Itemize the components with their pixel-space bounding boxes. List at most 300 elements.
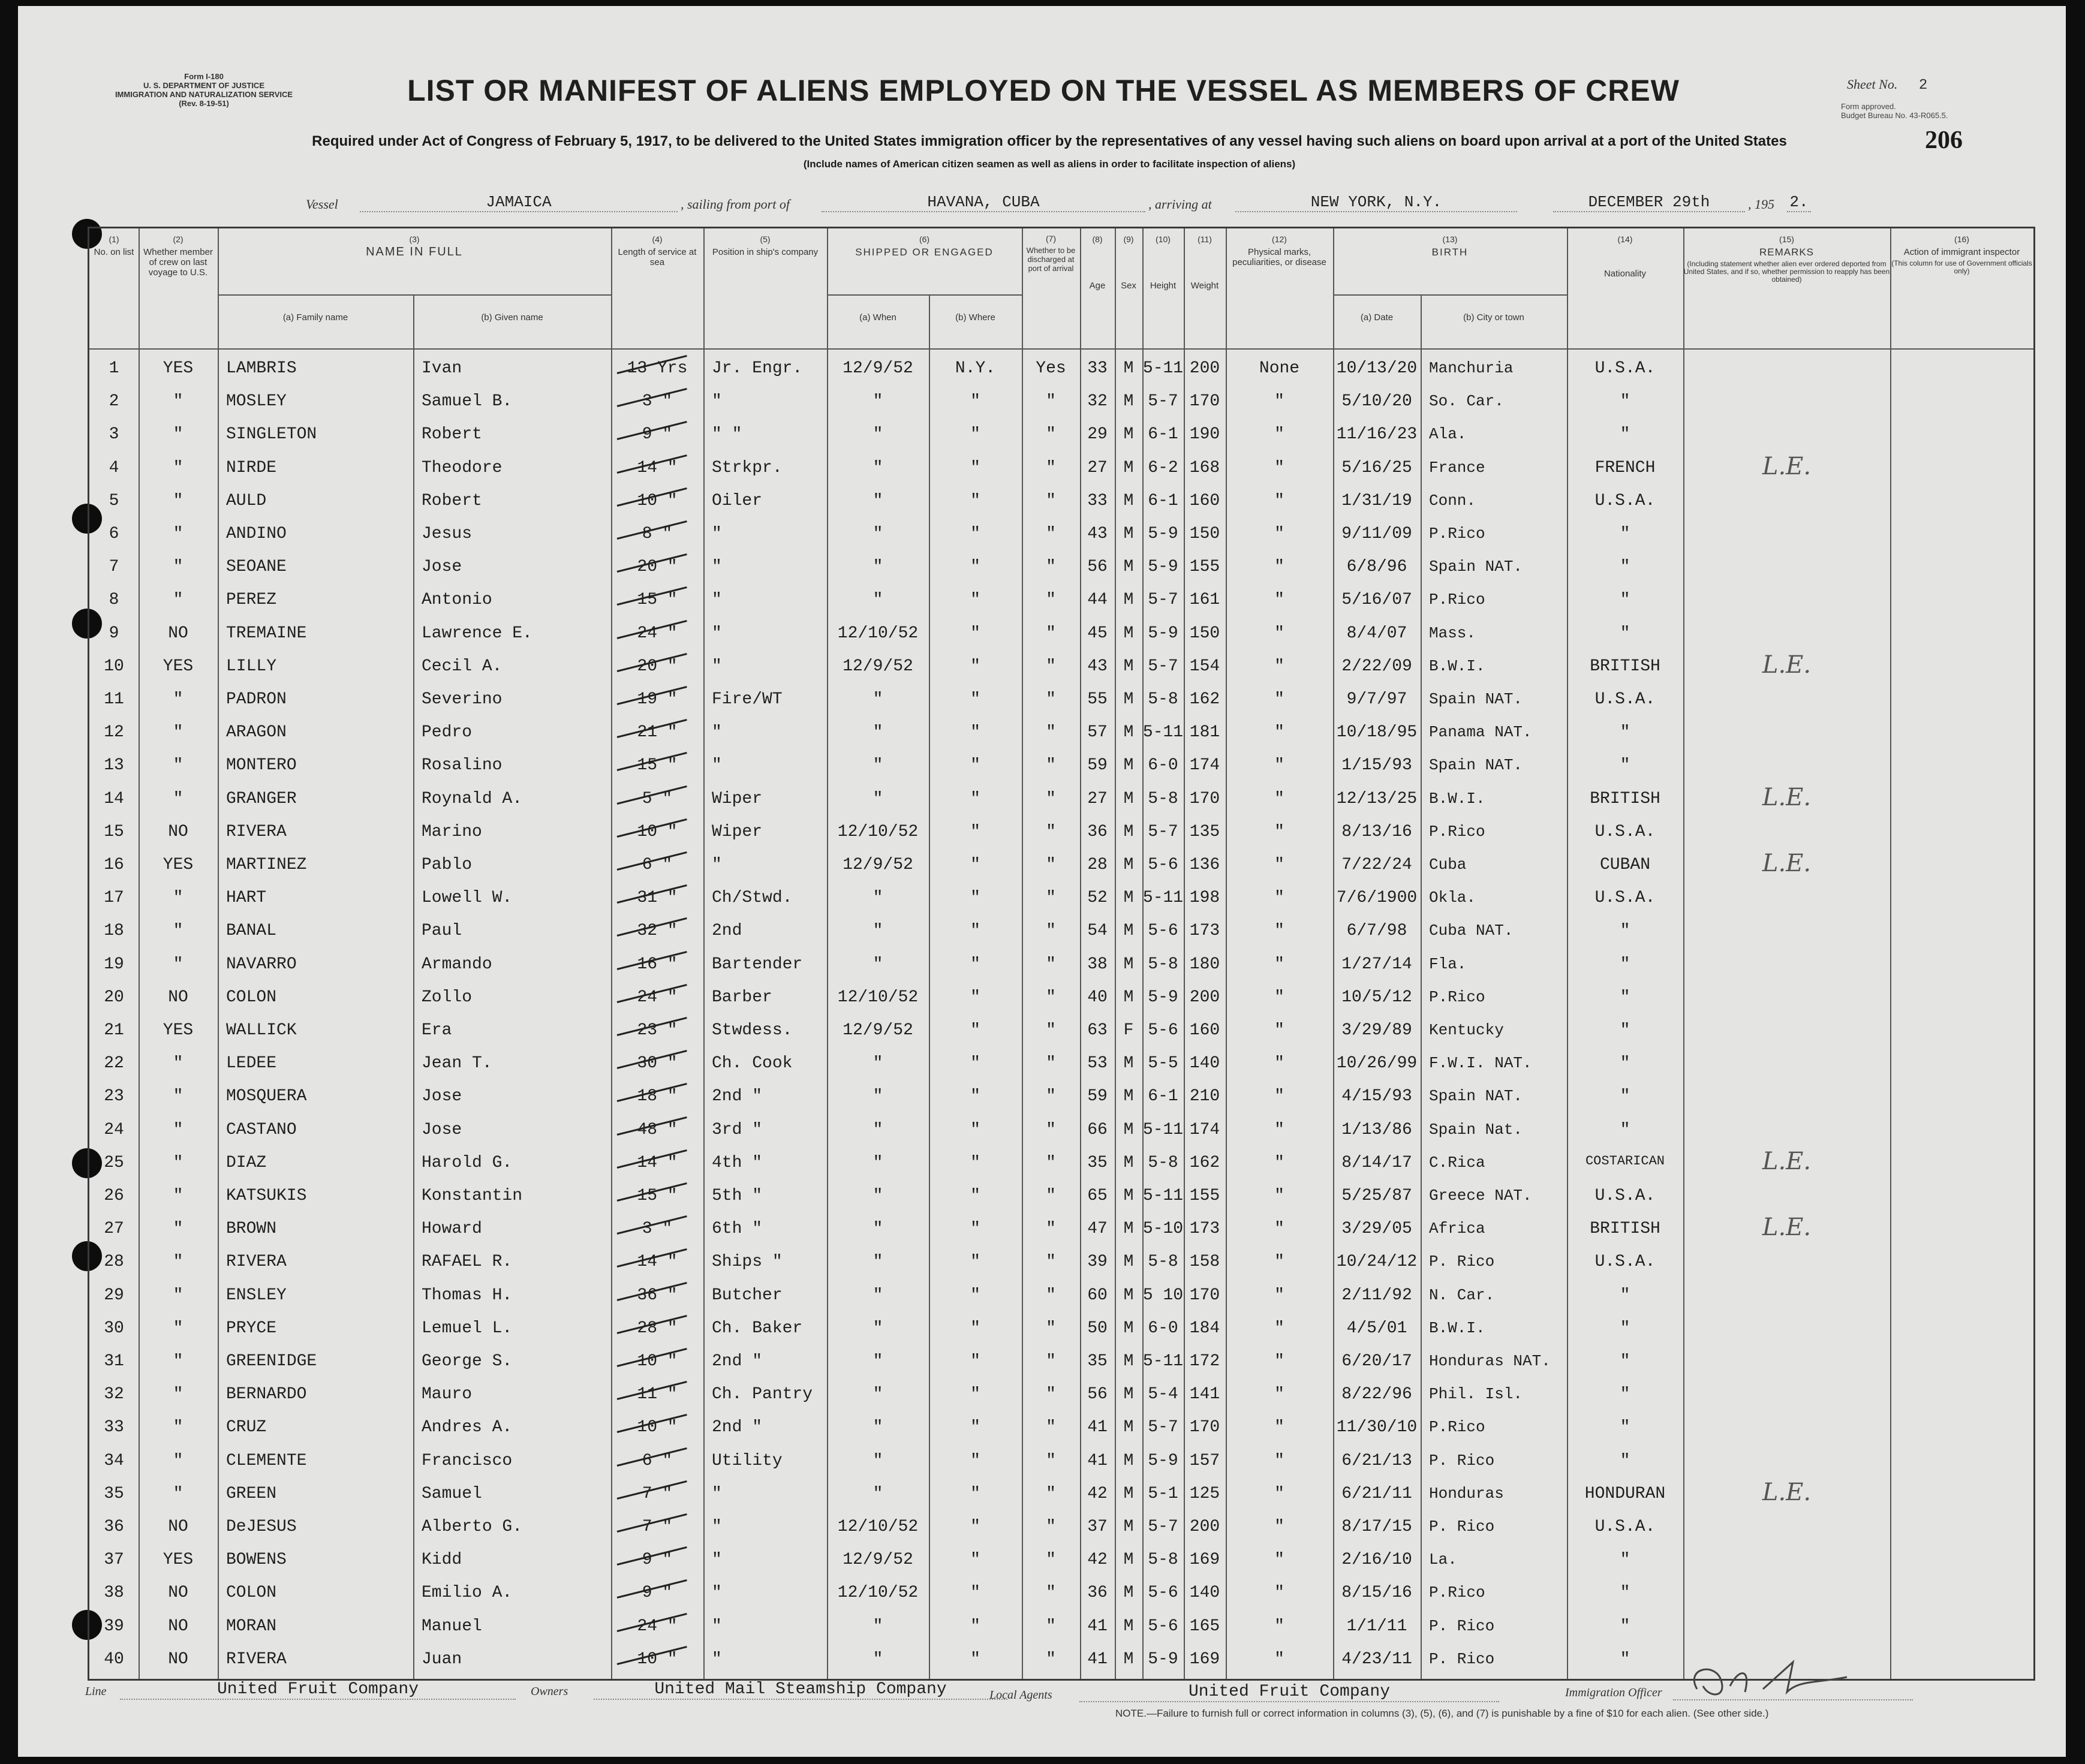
cell-sex: M	[1123, 889, 1134, 908]
cell-service: 28 "	[637, 1319, 678, 1338]
cell-age: 41	[1087, 1451, 1108, 1470]
cell-no: 14	[104, 789, 124, 808]
cell-remark: L.E.	[1762, 452, 1812, 480]
cell-age: 27	[1087, 458, 1108, 477]
cell-given-name: Marino	[422, 822, 482, 841]
cell-marks: "	[1274, 1518, 1284, 1536]
cell-age: 55	[1087, 690, 1108, 709]
cell-sex: M	[1123, 558, 1134, 577]
cell-nationality: "	[1620, 1021, 1630, 1040]
cell-where: "	[970, 657, 980, 676]
form-number: Form I-180	[184, 72, 224, 81]
cell-weight: 184	[1189, 1319, 1220, 1338]
cell-birth-date: 8/14/17	[1341, 1153, 1412, 1172]
cell-birth-place: P.Rico	[1429, 591, 1485, 609]
cell-birth-date: 7/22/24	[1341, 856, 1412, 874]
cell-age: 56	[1087, 1385, 1108, 1404]
cell-birth-place: Greece NAT.	[1429, 1187, 1532, 1205]
cell-birth-date: 11/16/23	[1336, 425, 1418, 444]
cell-given-name: Lowell W.	[422, 889, 513, 908]
cell-service: 16 "	[637, 955, 678, 974]
cell-given-name: Jose	[422, 558, 462, 577]
cell-birth-place: Conn.	[1429, 491, 1476, 510]
cell-position: "	[712, 392, 722, 411]
cell-height: 5-11	[1142, 723, 1184, 742]
table-row	[89, 486, 2033, 519]
cell-birth-place: F.W.I. NAT.	[1429, 1054, 1532, 1073]
cell-birth-date: 10/13/20	[1336, 359, 1418, 378]
cell-given-name: Severino	[422, 690, 503, 709]
cell-nationality: "	[1620, 558, 1630, 577]
table-row	[89, 1611, 2033, 1644]
cell-last-voyage: NO	[168, 1518, 188, 1536]
cell-age: 40	[1087, 988, 1108, 1007]
table-row	[89, 1048, 2033, 1081]
cell-last-voyage: "	[173, 1087, 183, 1106]
cell-marks: None	[1259, 359, 1300, 378]
cell-no: 16	[104, 856, 124, 874]
cell-last-voyage: YES	[163, 856, 194, 874]
cell-birth-place: P. Rico	[1429, 1518, 1495, 1536]
cell-nationality: BRITISH	[1590, 789, 1660, 808]
cell-last-voyage: YES	[163, 359, 194, 378]
cell-marks: "	[1274, 1087, 1284, 1106]
cell-given-name: Samuel B.	[422, 392, 513, 411]
col-header-marks: (12) Physical marks, peculiarities, or disease	[1232, 234, 1326, 267]
cell-service: 10 "	[637, 1352, 678, 1371]
cell-marks: "	[1274, 723, 1284, 742]
cell-birth-date: 12/13/25	[1336, 789, 1418, 808]
cell-given-name: Roynald A.	[422, 789, 523, 808]
cell-height: 5-7	[1148, 822, 1178, 841]
cell-where: "	[970, 392, 980, 411]
table-row	[89, 1181, 2033, 1214]
cell-last-voyage: NO	[168, 624, 188, 643]
cell-age: 63	[1087, 1021, 1108, 1040]
table-row	[89, 651, 2033, 684]
cell-family-name: PRYCE	[226, 1319, 277, 1338]
cell-where: "	[970, 591, 980, 610]
table-row	[89, 1115, 2033, 1148]
cell-height: 5-8	[1148, 789, 1178, 808]
cell-where: N.Y.	[955, 359, 996, 378]
cell-birth-date: 8/15/16	[1341, 1584, 1412, 1603]
cell-birth-place: Cuba NAT.	[1429, 922, 1514, 940]
cell-weight: 198	[1189, 889, 1220, 908]
cell-when: "	[872, 723, 883, 742]
cell-last-voyage: "	[173, 1253, 183, 1272]
cell-when: "	[872, 955, 883, 974]
cell-birth-place: Cuba	[1429, 856, 1467, 874]
cell-family-name: NIRDE	[226, 458, 277, 477]
vessel-label: Vessel	[306, 197, 338, 212]
cell-height: 5-6	[1148, 856, 1178, 874]
cell-when: "	[872, 1484, 883, 1503]
cell-birth-date: 1/31/19	[1341, 491, 1412, 510]
cell-weight: 173	[1189, 922, 1220, 941]
cell-family-name: LEDEE	[226, 1054, 277, 1073]
table-row	[89, 1015, 2033, 1048]
table-row	[89, 949, 2033, 982]
voyage-info	[18, 193, 2066, 217]
cell-remark: L.E.	[1762, 783, 1812, 811]
cell-family-name: HART	[226, 889, 267, 908]
cell-last-voyage: "	[173, 1451, 183, 1470]
cell-discharged: "	[1046, 591, 1056, 610]
cell-nationality: "	[1620, 1584, 1630, 1603]
cell-age: 29	[1087, 425, 1108, 444]
cell-nationality: "	[1620, 392, 1630, 411]
cell-birth-place: Okla.	[1429, 889, 1476, 907]
cell-service: 36 "	[637, 1286, 678, 1305]
cell-nationality: COSTARICAN	[1585, 1153, 1665, 1169]
cell-birth-place: P. Rico	[1429, 1617, 1495, 1635]
cell-service: 14 "	[637, 1153, 678, 1172]
cell-height: 5-9	[1148, 988, 1178, 1007]
cell-service: 14 "	[637, 1253, 678, 1272]
cell-birth-place: Honduras	[1429, 1484, 1504, 1503]
cell-position: "	[712, 1617, 722, 1636]
cell-given-name: Paul	[422, 922, 462, 941]
cell-marks: "	[1274, 756, 1284, 775]
cell-remark: L.E.	[1762, 1147, 1812, 1175]
cell-no: 39	[104, 1617, 124, 1636]
cell-when: "	[872, 1649, 883, 1669]
owners-value: United Mail Steamship Company	[594, 1680, 1007, 1700]
cell-family-name: BANAL	[226, 922, 277, 941]
cell-no: 1	[109, 359, 119, 378]
cell-age: 39	[1087, 1253, 1108, 1272]
cell-weight: 135	[1189, 822, 1220, 841]
cell-birth-date: 1/1/11	[1346, 1617, 1407, 1636]
table-row	[89, 1081, 2033, 1114]
col-header-when: (a) When	[859, 312, 896, 323]
footer-note: NOTE.—Failure to furnish full or correct information in columns (3), (5), (6), and (7) is punishable by a fine of $10 for each alien. (See other side.)	[1115, 1708, 1769, 1719]
cell-position: 4th "	[712, 1153, 763, 1172]
cell-position: "	[712, 756, 722, 775]
cell-when: "	[872, 789, 883, 808]
cell-birth-date: 9/7/97	[1346, 690, 1407, 709]
cell-position: Jr. Engr.	[712, 359, 803, 378]
cell-last-voyage: "	[173, 425, 183, 444]
cell-sex: M	[1123, 1352, 1134, 1371]
cell-sex: M	[1123, 624, 1134, 643]
cell-remark: L.E.	[1762, 1478, 1812, 1506]
cell-age: 42	[1087, 1551, 1108, 1570]
cell-height: 6-0	[1148, 756, 1178, 775]
cell-when: 12/10/52	[837, 822, 919, 841]
cell-no: 35	[104, 1484, 124, 1503]
cell-position: Oiler	[712, 491, 763, 510]
cell-nationality: U.S.A.	[1594, 359, 1656, 378]
cell-marks: "	[1274, 624, 1284, 643]
cell-sex: M	[1123, 988, 1134, 1007]
cell-height: 5-6	[1148, 922, 1178, 941]
cell-age: 32	[1087, 392, 1108, 411]
cell-last-voyage: "	[173, 1220, 183, 1239]
cell-when: "	[872, 1385, 883, 1404]
cell-position: 2nd "	[712, 1352, 763, 1371]
cell-where: "	[970, 624, 980, 643]
cell-birth-date: 8/4/07	[1346, 624, 1407, 643]
cell-last-voyage: "	[173, 1385, 183, 1404]
cell-nationality: U.S.A.	[1594, 889, 1656, 908]
cell-family-name: LAMBRIS	[226, 359, 297, 378]
cell-discharged: "	[1046, 1153, 1056, 1172]
cell-weight: 158	[1189, 1253, 1220, 1272]
cell-service: 3 "	[642, 392, 673, 411]
cell-when: "	[872, 1451, 883, 1470]
cell-marks: "	[1274, 922, 1284, 941]
cell-height: 5-6	[1148, 1021, 1178, 1040]
cell-birth-date: 7/6/1900	[1336, 889, 1418, 908]
cell-weight: 170	[1189, 392, 1220, 411]
cell-position: Strkpr.	[712, 458, 783, 477]
cell-when: "	[872, 558, 883, 577]
cell-sex: M	[1123, 491, 1134, 510]
cell-sex: M	[1123, 1054, 1134, 1073]
cell-where: "	[970, 1617, 980, 1636]
cell-where: "	[970, 1551, 980, 1570]
col-header-inspector: (16) Action of immigrant inspector (This column for use of Government officials only)	[1891, 234, 2032, 275]
cell-last-voyage: "	[173, 1484, 183, 1503]
cell-service: 32 "	[637, 922, 678, 941]
cell-no: 27	[104, 1220, 124, 1239]
cell-marks: "	[1274, 1286, 1284, 1305]
cell-age: 56	[1087, 558, 1108, 577]
col-header-age: (8) Age	[1089, 234, 1106, 291]
cell-weight: 160	[1189, 1021, 1220, 1040]
cell-birth-date: 5/16/07	[1341, 591, 1412, 610]
cell-no: 2	[109, 392, 119, 411]
cell-birth-place: P.Rico	[1429, 1418, 1485, 1437]
cell-marks: "	[1274, 955, 1284, 974]
cell-given-name: Emilio A.	[422, 1584, 513, 1603]
cell-position: "	[712, 624, 722, 643]
cell-height: 5-6	[1148, 1584, 1178, 1603]
cell-where: "	[970, 1120, 980, 1139]
cell-given-name: Andres A.	[422, 1418, 513, 1437]
cell-where: "	[970, 1286, 980, 1305]
cell-family-name: PADRON	[226, 690, 287, 709]
col-header-sex: (9) Sex	[1121, 234, 1136, 291]
cell-weight: 200	[1189, 1518, 1220, 1536]
cell-nationality: U.S.A.	[1594, 690, 1656, 709]
cell-discharged: "	[1046, 789, 1056, 808]
col-header-family-name: (a) Family name	[282, 312, 348, 323]
cell-height: 5-11	[1142, 1187, 1184, 1205]
cell-family-name: CASTANO	[226, 1120, 297, 1139]
cell-family-name: DIAZ	[226, 1153, 267, 1172]
cell-no: 12	[104, 723, 124, 742]
cell-discharged: "	[1046, 1021, 1056, 1040]
cell-sex: M	[1123, 525, 1134, 543]
cell-marks: "	[1274, 525, 1284, 543]
cell-where: "	[970, 558, 980, 577]
cell-no: 36	[104, 1518, 124, 1536]
cell-family-name: GREENIDGE	[226, 1352, 317, 1371]
cell-age: 43	[1087, 525, 1108, 543]
line-label: Line	[85, 1685, 107, 1698]
cell-given-name: Era	[422, 1021, 452, 1040]
cell-family-name: LILLY	[226, 657, 277, 676]
cell-weight: 136	[1189, 856, 1220, 874]
cell-discharged: "	[1046, 1352, 1056, 1371]
cell-weight: 140	[1189, 1054, 1220, 1073]
cell-height: 5-11	[1142, 359, 1184, 378]
cell-last-voyage: "	[173, 392, 183, 411]
cell-position: "	[712, 1584, 722, 1603]
table-row	[89, 1148, 2033, 1181]
cell-weight: 172	[1189, 1352, 1220, 1371]
cell-weight: 173	[1189, 1220, 1220, 1239]
cell-birth-place: P.Rico	[1429, 1584, 1485, 1602]
cell-last-voyage: "	[173, 723, 183, 742]
cell-nationality: U.S.A.	[1594, 491, 1656, 510]
cell-height: 5-8	[1148, 1551, 1178, 1570]
cell-discharged: Yes	[1036, 359, 1066, 378]
cell-nationality: U.S.A.	[1594, 1187, 1656, 1205]
cell-weight: 154	[1189, 657, 1220, 676]
cell-family-name: NAVARRO	[226, 955, 297, 974]
cell-last-voyage: NO	[168, 1584, 188, 1603]
cell-marks: "	[1274, 425, 1284, 444]
cell-family-name: ARAGON	[226, 723, 287, 742]
table-row	[89, 1446, 2033, 1479]
cell-last-voyage: NO	[168, 988, 188, 1007]
col-header-remarks: (15) REMARKS (Including statement whether alien ever ordered deported from United States, and if so, whether permission to reapply has been obtained)	[1683, 234, 1890, 284]
cell-given-name: Jesus	[422, 525, 473, 543]
cell-birth-place: Africa	[1429, 1220, 1485, 1238]
cell-last-voyage: "	[173, 1054, 183, 1073]
sheet-number-label: Sheet No.	[1847, 77, 1898, 92]
cell-marks: "	[1274, 1617, 1284, 1636]
cell-no: 7	[109, 558, 119, 577]
cell-position: 2nd "	[712, 1087, 763, 1106]
cell-where: "	[970, 1021, 980, 1040]
cell-given-name: Antonio	[422, 591, 492, 610]
cell-where: "	[970, 723, 980, 742]
cell-nationality: "	[1620, 1120, 1630, 1139]
cell-given-name: Rosalino	[422, 756, 503, 775]
cell-service: 9 "	[642, 1584, 673, 1603]
col-header-position: (5) Position in ship's company	[712, 234, 819, 257]
cell-no: 28	[104, 1253, 124, 1272]
cell-given-name: Jose	[422, 1087, 462, 1106]
cell-last-voyage: NO	[168, 822, 188, 841]
crew-table	[88, 227, 2035, 1681]
cell-service: 24 "	[637, 1617, 678, 1636]
cell-sex: M	[1123, 822, 1134, 841]
cell-discharged: "	[1046, 690, 1056, 709]
cell-age: 45	[1087, 624, 1108, 643]
cell-nationality: "	[1620, 1087, 1630, 1106]
cell-when: 12/10/52	[837, 1518, 919, 1536]
col-header-given-name: (b) Given name	[481, 312, 543, 323]
cell-nationality: "	[1620, 1451, 1630, 1470]
cell-sex: M	[1123, 789, 1134, 808]
arrival-date: DECEMBER 29th	[1553, 193, 1745, 212]
cell-where: "	[970, 1484, 980, 1503]
cell-service: 10 "	[637, 822, 678, 841]
subnote: (Include names of American citizen seamen as well as aliens in order to facilitate inspection of aliens)	[803, 158, 1296, 170]
cell-marks: "	[1274, 1551, 1284, 1570]
cell-where: "	[970, 856, 980, 874]
cell-last-voyage: YES	[163, 657, 194, 676]
cell-nationality: FRENCH	[1594, 458, 1656, 477]
table-row	[89, 750, 2033, 783]
cell-family-name: TREMAINE	[226, 624, 307, 643]
cell-discharged: "	[1046, 1484, 1056, 1503]
cell-marks: "	[1274, 1352, 1284, 1371]
line-value: United Fruit Company	[120, 1680, 516, 1700]
cell-height: 5-8	[1148, 955, 1178, 974]
cell-weight: 174	[1189, 756, 1220, 775]
cell-height: 6-2	[1148, 458, 1178, 477]
cell-given-name: Francisco	[422, 1451, 513, 1470]
agents-value: United Fruit Company	[1079, 1682, 1499, 1702]
cell-age: 54	[1087, 922, 1108, 941]
cell-last-voyage: "	[173, 1319, 183, 1338]
cell-weight: 155	[1189, 558, 1220, 577]
cell-marks: "	[1274, 1021, 1284, 1040]
cell-weight: 168	[1189, 458, 1220, 477]
cell-birth-date: 2/11/92	[1341, 1286, 1412, 1305]
cell-sex: M	[1123, 1617, 1134, 1636]
vessel-name: JAMAICA	[360, 193, 678, 212]
cell-no: 6	[109, 525, 119, 543]
cell-birth-date: 8/13/16	[1341, 822, 1412, 841]
cell-weight: 170	[1189, 1286, 1220, 1305]
cell-weight: 155	[1189, 1187, 1220, 1205]
cell-family-name: BERNARDO	[226, 1385, 307, 1404]
cell-family-name: ENSLEY	[226, 1286, 287, 1305]
cell-last-voyage: "	[173, 690, 183, 709]
cell-birth-date: 2/22/09	[1341, 657, 1412, 676]
table-row	[89, 419, 2033, 452]
cell-given-name: Pablo	[422, 856, 473, 874]
cell-discharged: "	[1046, 624, 1056, 643]
cell-birth-place: Ala.	[1429, 425, 1467, 444]
cell-where: "	[970, 1649, 980, 1669]
cell-service: 15 "	[637, 591, 678, 610]
cell-last-voyage: YES	[163, 1551, 194, 1570]
cell-height: 5-7	[1148, 1518, 1178, 1536]
cell-last-voyage: "	[173, 922, 183, 941]
cell-height: 6-1	[1148, 425, 1178, 444]
col-header-discharged: (7) Whether to be discharged at port of arrival	[1026, 234, 1076, 273]
cell-marks: "	[1274, 1584, 1284, 1603]
cell-birth-place: C.Rica	[1429, 1153, 1485, 1172]
cell-nationality: U.S.A.	[1594, 1518, 1656, 1536]
cell-family-name: CLEMENTE	[226, 1451, 307, 1470]
table-row	[89, 817, 2033, 850]
cell-no: 11	[104, 690, 124, 709]
cell-given-name: Jean T.	[422, 1054, 492, 1073]
cell-given-name: Armando	[422, 955, 492, 974]
table-row	[89, 1479, 2033, 1512]
cell-weight: 180	[1189, 955, 1220, 974]
cell-birth-date: 5/16/25	[1341, 458, 1412, 477]
cell-birth-place: P. Rico	[1429, 1649, 1495, 1668]
col-header-height: (10) Height	[1150, 234, 1177, 291]
cell-age: 27	[1087, 789, 1108, 808]
cell-discharged: "	[1046, 1584, 1056, 1603]
form-approved-line2: Budget Bureau No. 43-R065.5.	[1841, 111, 1948, 120]
cell-when: "	[872, 1187, 883, 1205]
cell-where: "	[970, 822, 980, 841]
cell-sex: M	[1123, 359, 1134, 378]
